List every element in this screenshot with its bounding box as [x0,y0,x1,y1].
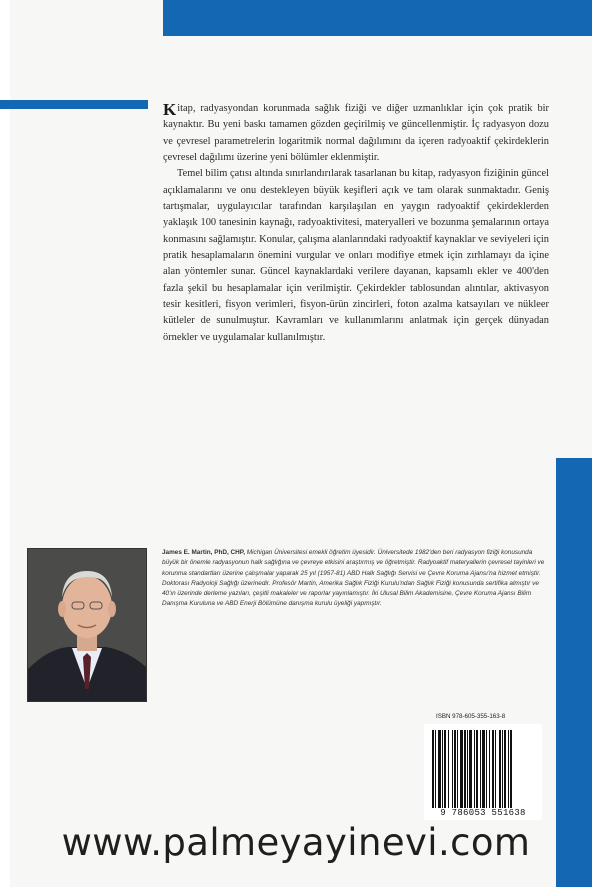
publisher-website[interactable]: www.palmeyayinevi.com [61,821,531,864]
isbn-label: ISBN 978-605-355-163-8 [436,713,506,720]
author-bio-text: Michigan Üniversitesi emekli öğretim üyesidir. Üniversitede 1982'den beri radyasyon fiziği konusunda büyük bir önemle radyasyonun halk sağlığına ve çevreye etkisini araştırmış ve öğretmiştir. Radyoaktif materyallerin çevresel tayinleri ve korunma standartları üzerine çalışmalar yaparak 25 yıl (1957-81) ABD Halk Sağlığı Servisi ve Çevre Koruma Ajansı'na hizmet etmiştir. Doktorası Radyoloji Sağlığı üzerinedir. Profesör Martin, Amerika Sağlık Fiziği Kurulu'ndan Sağlık Fiziği konusunda sertifika almıştır ve 40'ın üzerinde derleme yazıları, çeşitli makaleler ve raporlar yayınlamıştır. İki Ulusal Bilim Akademisine, Çevre Koruma Ajansı Bilim Danışma Kuruluna ve ABD Enerji Bölümüne danışma kurulu üyeliği yapmıştır. [162,549,545,608]
barcode [424,724,542,820]
description-text [163,101,549,346]
paragraph-1 [163,101,549,166]
author-name: James E. Martin, PhD, CHP, [162,549,245,556]
left-white-strip [0,0,10,887]
top-blue-band [163,0,592,36]
paragraph-2: Temel bilim çatısı altında sınırlandırılarak tasarlanan bu kitap, radyasyon fiziğinin güncel açıklamalarını ve onu destekleyen büyük keşifleri açık ve tam olarak sunmaktadır. Geniş tartışmalar, uygulayıcılar tarafından karşılaşılan en yaygın radyoaktif çekirdeklerden yaklaşık 100 tanesinin kaynağı, radyoaktivitesi, materyalleri ve bozunma şemalarının ortaya konmasını sağlamıştır. Konular, çalışma alanlarındaki radyoaktif kaynaklar ve seviyeleri için pratik hesaplamaların önemini vurgular ve onları modifiye etmek için zırhlamayı da içine alan yöntemler sunar. Güncel kaynaklardaki verilere dayanan, kapsamlı ekler ve 400'den fazla şekil bu hesaplamalar için verilmiştir. Çekirdekler tablosundan alıntılar, aktivasyon tesir kesitleri, fisyon verimleri, fisyon-ürün zincirleri, foton azalma katsayıları ve nükleer kütleler de sunulmuştur. Kavramları ve kullanımlarını anlatmak için gerçek dünyadan örnekler ve uygulamalar kullanılmıştır. [163,168,549,343]
author-bio [162,548,548,610]
paragraph-1-text: itap, radyasyondan korunmada sağlık fiziği ve diğer uzmanlıklar için çok pratik bir kaynaktır. Bu yeni baskı tamamen gözden geçirilmiş ve güncellenmiştir. İç radyasyon dozu ve çevresel parametrelerin logaritmik normal dağılımını da içeren radyoaktif çekirdeklerin çevresel dağılımı üzerine yeni bölümler eklenmiştir. [163,103,549,164]
barcode-digits: 9 786053 551638 [440,808,526,818]
left-blue-bar [0,100,148,109]
author-photo [27,548,147,702]
drop-cap: K [163,100,177,119]
